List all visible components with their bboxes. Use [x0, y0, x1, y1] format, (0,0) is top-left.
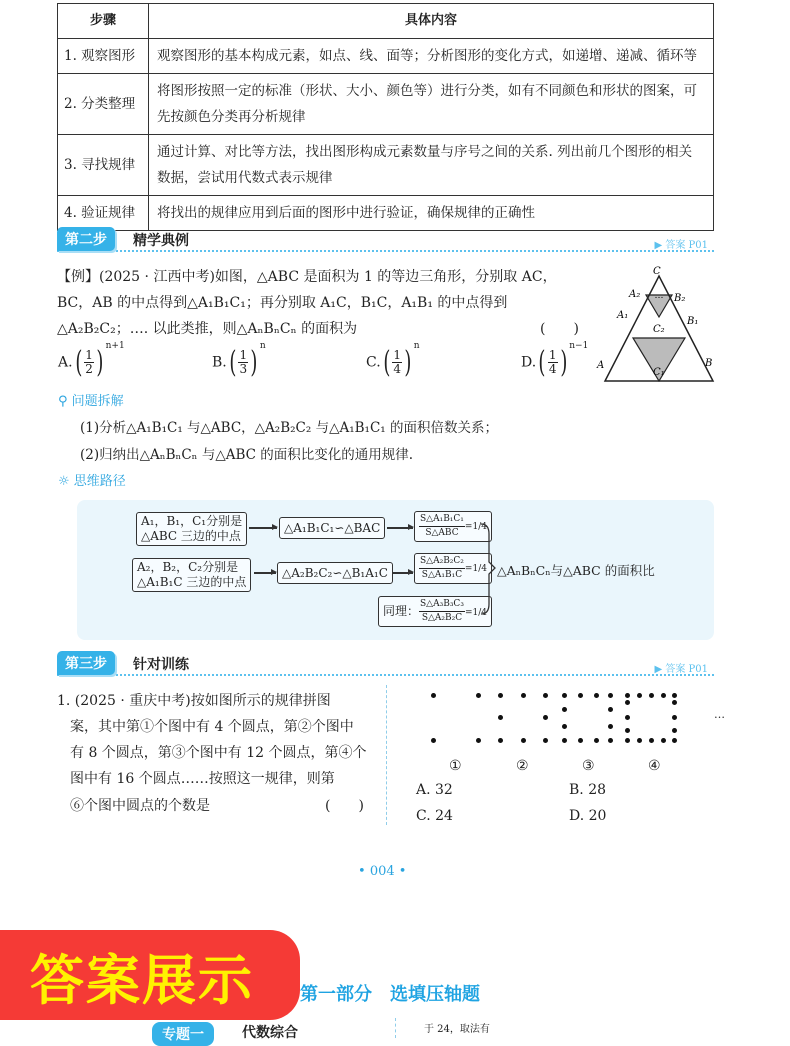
dot: [649, 693, 654, 698]
table-row: [58, 196, 714, 231]
table-row: [58, 135, 714, 196]
lightbulb-icon: ☼: [58, 474, 74, 489]
dot: [625, 700, 630, 705]
dot: [625, 738, 630, 743]
dot: [661, 693, 666, 698]
section-header-2: [57, 230, 714, 252]
dot: [521, 738, 526, 743]
dot: [649, 738, 654, 743]
dot: [431, 738, 436, 743]
dot: [562, 693, 567, 698]
dot: [637, 738, 642, 743]
problem-text: 图中有 16 个圆点……按照这一规律，则第: [70, 771, 335, 787]
option-c: C.( $\frac{1}{4}$ ) $^n$: [366, 341, 420, 380]
dot: [672, 700, 677, 705]
step-cell: 2. 分类整理: [58, 74, 149, 135]
arrow-icon: [249, 527, 277, 529]
table-row: [58, 39, 714, 74]
step-cell: 4. 验证规律: [58, 196, 149, 231]
ratio-box: $\frac{\text{S△A₁B₁C₁}}{\text{S△ABC}}$ =1/4: [414, 511, 492, 542]
dot: [608, 707, 613, 712]
arrow-icon: [254, 572, 276, 574]
section-header-3: [57, 654, 714, 676]
example-text: BC，AB 的中点得到△A₁B₁C₁；再分别取 A₁C，B₁C，A₁B₁ 的中点得到: [57, 295, 508, 311]
dot: [672, 693, 677, 698]
dot: [543, 715, 548, 720]
figure-label: ③: [582, 758, 595, 774]
problem-text: 案，其中第①个图中有 4 个圆点，第②个图中: [70, 719, 354, 735]
flow-box: A₁，B₁，C₁分别是 △ABC 三边的中点: [136, 512, 247, 546]
svg-text:C₂: C₂: [653, 324, 665, 335]
section-title: 针对训练: [133, 657, 189, 673]
svg-text:B: B: [705, 358, 713, 369]
problem-text: ⑥个图中圆点的个数是: [70, 798, 210, 814]
arrow-icon: [392, 572, 413, 574]
dot: [625, 693, 630, 698]
dot: [672, 738, 677, 743]
dot: [431, 693, 436, 698]
brace-icon: [479, 522, 499, 617]
content-cell: 观察图形的基本构成元素，如点、线、面等；分析图形的变化方式，如递增、递减、循环等: [149, 39, 714, 74]
problem-text: 有 8 个圆点，第③个图中有 12 个圆点，第④个: [70, 745, 367, 761]
dot: [608, 724, 613, 729]
flow-box: △A₂B₂C₂∽△B₁A₁C: [277, 562, 393, 584]
search-icon: ⚲: [58, 394, 72, 409]
thinking-flowchart: [77, 500, 714, 640]
dot: [594, 738, 599, 743]
dot: [672, 728, 677, 733]
option-d: D.( $\frac{1}{4}$ ) $^{n-1}$: [521, 341, 589, 380]
dot: [625, 715, 630, 720]
analysis-heading: ⚲ 问题拆解: [58, 394, 124, 409]
section-tag: 第二步: [57, 227, 115, 251]
svg-text:C: C: [653, 266, 661, 277]
dot: [608, 693, 613, 698]
svg-text:…: …: [654, 291, 664, 301]
column-divider: [386, 685, 387, 825]
topic-tag: 专题一: [152, 1022, 214, 1046]
dot: [498, 693, 503, 698]
page-number: • 004 •: [358, 864, 407, 879]
dot: [562, 707, 567, 712]
figure-label: ②: [516, 758, 529, 774]
table-header: 具体内容: [149, 4, 714, 39]
dot: [562, 738, 567, 743]
content-cell: 通过计算、对比等方法，找出图形构成元素数量与序号之间的关系. 列出前几个图形的相关数据，尝试用代数式表示规律: [149, 135, 714, 196]
table-row: [58, 74, 714, 135]
example-text: △A₂B₂C₂；…. 以此类推，则△AₙBₙCₙ 的面积为: [57, 321, 358, 337]
flow-box: △A₁B₁C₁∽△BAC: [279, 517, 385, 539]
dot: [578, 693, 583, 698]
content-cell: 将图形按照一定的标准（形状、大小、颜色等）进行分类，如有不同颜色和形状的图案，可先按颜色分类再分析规律: [149, 74, 714, 135]
dot: [625, 728, 630, 733]
figure-label: ④: [648, 758, 661, 774]
flow-box: A₂，B₂，C₂分别是 △A₁B₁C 三边的中点: [132, 558, 251, 592]
analysis-item: (1)分析△A₁B₁C₁ 与△ABC，△A₂B₂C₂ 与△A₁B₁C₁ 的面积倍数关系；: [80, 420, 498, 436]
option-d: D. 20: [569, 808, 607, 824]
dot: [594, 693, 599, 698]
svg-text:B₂: B₂: [674, 293, 686, 304]
part-title: 第一部分 选填压轴题: [300, 984, 480, 1005]
ratio-box: 同理： $\frac{\text{S△A₃B₃C₃}}{\text{S△A₂B₂C}}$ =1/4: [378, 596, 492, 627]
dot: [498, 738, 503, 743]
svg-text:B₁: B₁: [687, 316, 699, 327]
option-a: A.( $\frac{1}{2}$ ) $^{n+1}$: [58, 341, 125, 380]
nested-triangles-figure: [595, 262, 720, 382]
dot: [672, 715, 677, 720]
dot: [637, 693, 642, 698]
figure-label: ①: [449, 758, 462, 774]
dot: [476, 693, 481, 698]
ratio-box: $\frac{\text{S△A₂B₂C₂}}{\text{S△A₁B₁C}}$ =1/4: [414, 553, 492, 584]
example-text: 【例】(2025 · 江西中考)如图，△ABC 是面积为 1 的等边三角形，分别取 AC，: [57, 269, 557, 285]
section-title: 精学典例: [133, 233, 189, 249]
option-b: B. 28: [569, 782, 607, 798]
problem-text: 1. (2025 · 重庆中考)按如图所示的规律拼图: [57, 693, 331, 709]
step-cell: 1. 观察图形: [58, 39, 149, 74]
answer-reference-link[interactable]: ▶ 答案 P01: [654, 240, 708, 251]
svg-text:A₁: A₁: [617, 310, 629, 321]
dot: [562, 724, 567, 729]
thinking-heading: ☼ 思维路径: [58, 474, 126, 489]
steps-table: [57, 3, 714, 231]
analysis-item: (2)归纳出△AₙBₙCₙ 与△ABC 的面积比变化的通用规律.: [80, 447, 414, 463]
dot: [498, 715, 503, 720]
dot: [543, 693, 548, 698]
option-a: A. 32: [416, 782, 453, 798]
answer-reference-link[interactable]: ▶ 答案 P01: [654, 664, 708, 675]
topic-title: 代数综合: [242, 1025, 298, 1041]
dot: [543, 738, 548, 743]
svg-text:A₂: A₂: [629, 289, 641, 300]
dot: [578, 738, 583, 743]
option-b: B.( $\frac{1}{3}$ ) $^n$: [212, 341, 266, 380]
answer-snippet: 于 24，取法有: [424, 1024, 490, 1035]
option-c: C. 24: [416, 808, 453, 824]
content-cell: 将找出的规律应用到后面的图形中进行验证，确保规律的正确性: [149, 196, 714, 231]
dot: [476, 738, 481, 743]
svg-text:A: A: [597, 360, 605, 371]
column-divider: [395, 1018, 396, 1038]
answer-blank: ( ): [325, 798, 364, 814]
dot: [521, 693, 526, 698]
answer-blank: ( ): [540, 321, 579, 337]
dot: [608, 738, 613, 743]
section-tag: 第三步: [57, 651, 115, 675]
table-header: 步骤: [58, 4, 149, 39]
svg-text:C₁: C₁: [653, 367, 665, 378]
ellipsis: …: [714, 708, 725, 721]
answer-display-banner: 答案展示: [0, 930, 300, 1020]
arrow-icon: [387, 527, 413, 529]
step-cell: 3. 寻找规律: [58, 135, 149, 196]
dot: [661, 738, 666, 743]
flow-conclusion: △AₙBₙCₙ与△ABC 的面积比: [497, 563, 655, 578]
